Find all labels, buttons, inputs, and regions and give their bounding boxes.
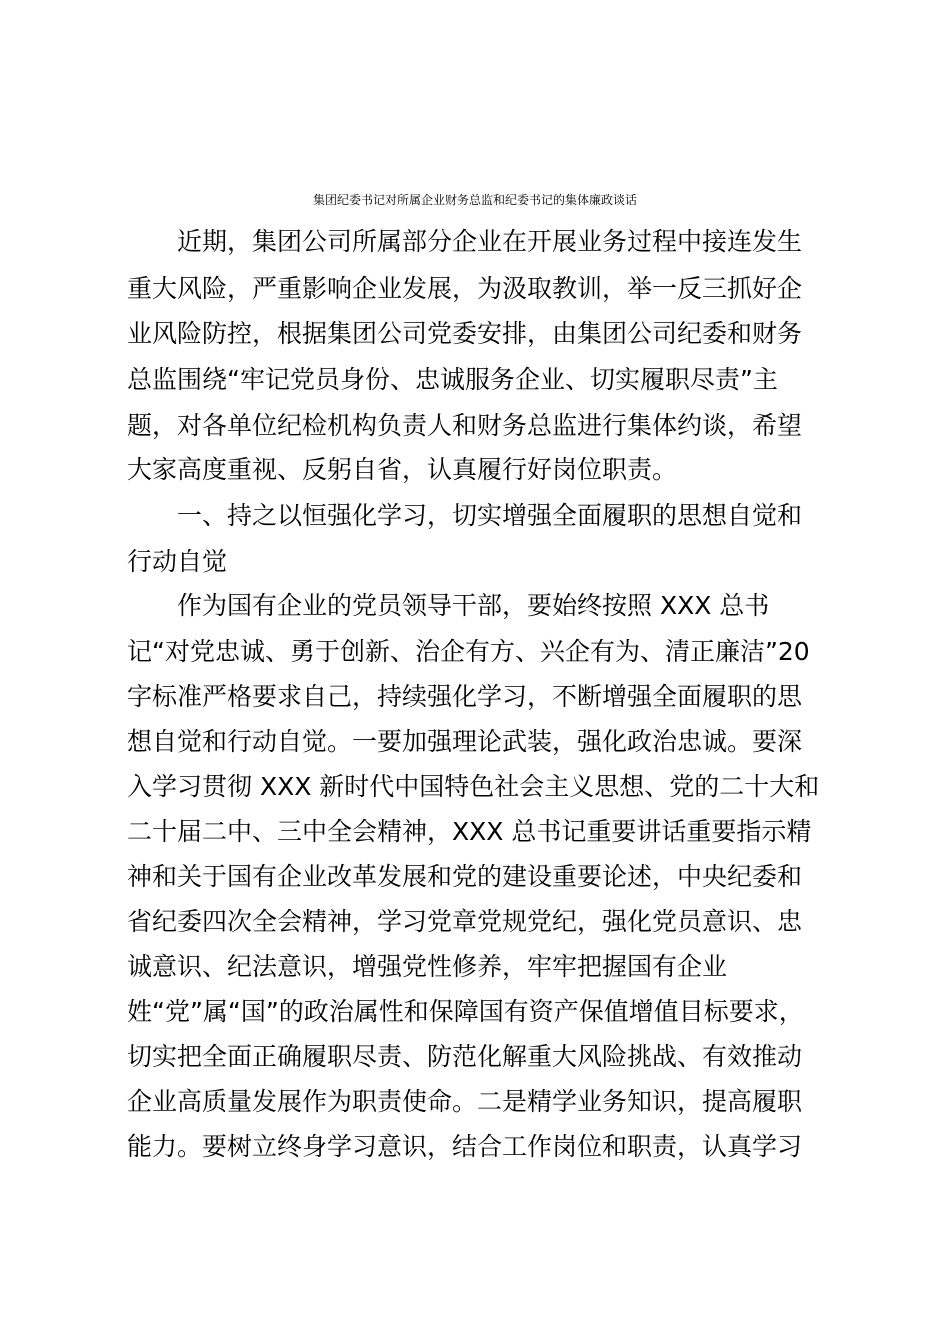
body-line: 切实把全面正确履职尽责、防范化解重大风险挑战、有效推动 (127, 1042, 803, 1071)
intro-line: 大家高度重视、反躬自省，认真履行好岗位职责。 (127, 455, 678, 484)
section-heading-line: 行动自觉 (127, 547, 228, 576)
intro-line: 题，对各单位纪检机构负责人和财务总监进行集体约谈，希望 (127, 411, 803, 440)
intro-line: 重大风险，严重影响企业发展，为汲取教训，举一反三抓好企 (127, 274, 803, 303)
intro-line: 业风险防控，根据集团公司党委安排，由集团公司纪委和财务 (127, 319, 803, 348)
document-title: 集团纪委书记对所属企业财务总监和纪委书记的集体廉政谈话 (312, 193, 637, 207)
intro-line: 总监围绕“牢记党员身份、忠诚服务企业、切实履职尽责”主 (127, 365, 778, 394)
body-line: 省纪委四次全会精神，学习党章党规党纪，强化党员意识、忠 (127, 907, 803, 936)
body-line: 作为国有企业的党员领导干部，要始终按照 XXX 总书 (177, 591, 770, 620)
section-heading-line: 一、持之以恒强化学习，切实增强全面履职的思想自觉和 (177, 501, 803, 530)
body-line: 姓“党”属“国”的政治属性和保障国有资产保值增值目标要求， (127, 997, 804, 1026)
body-line: 字标准严格要求自己，持续强化学习，不断增强全面履职的思 (127, 682, 803, 711)
body-line: 神和关于国有企业改革发展和党的建设重要论述，中央纪委和 (127, 862, 803, 891)
body-line: 想自觉和行动自觉。一要加强理论武装，强化政治忠诚。要深 (127, 727, 803, 756)
intro-line: 近期，集团公司所属部分企业在开展业务过程中接连发生 (177, 227, 803, 256)
body-line: 记“对党忠诚、勇于创新、治企有方、兴企有为、清正廉洁”20 (127, 637, 810, 666)
body-line: 企业高质量发展作为职责使命。二是精学业务知识，提高履职 (127, 1087, 803, 1116)
body-line: 二十届二中、三中全会精神，XXX 总书记重要讲话重要指示精 (127, 817, 812, 846)
body-line: 能力。要树立终身学习意识，结合工作岗位和职责，认真学习 (127, 1132, 803, 1161)
body-line: 入学习贯彻 XXX 新时代中国特色社会主义思想、党的二十大和 (127, 772, 820, 801)
body-line: 诚意识、纪法意识，增强党性修养，牢牢把握国有企业 (127, 952, 728, 981)
